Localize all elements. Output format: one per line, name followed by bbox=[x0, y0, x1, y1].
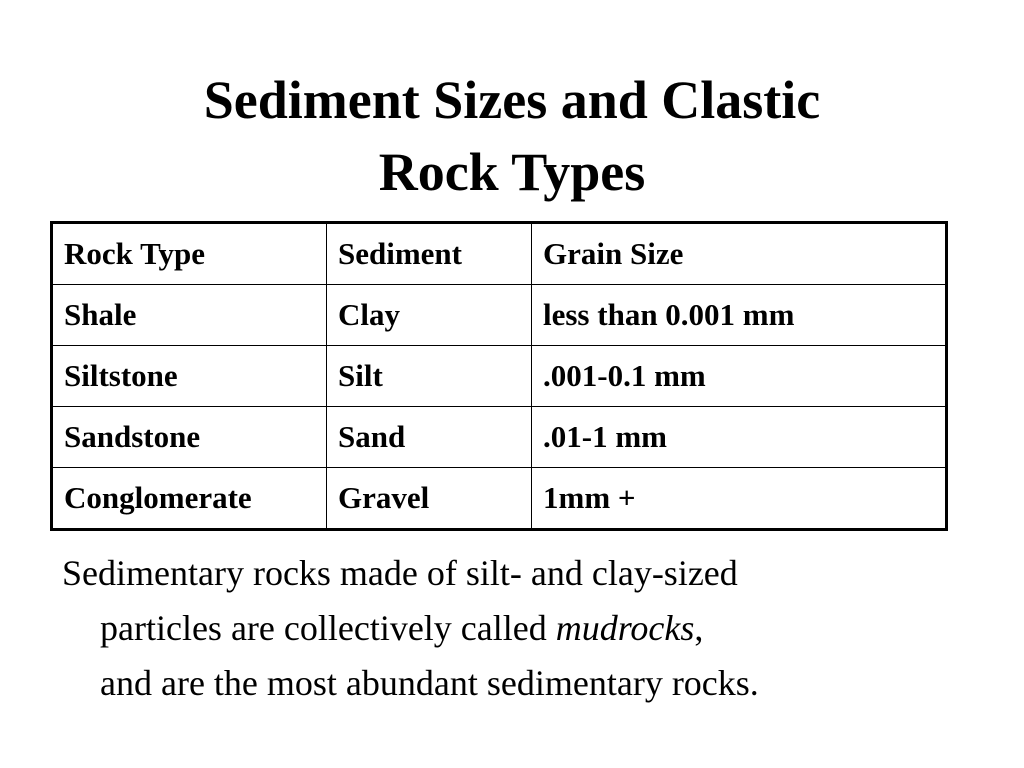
sediment-table bbox=[50, 221, 948, 531]
cell-grain-size: 1mm + bbox=[532, 468, 947, 530]
table-row bbox=[52, 468, 947, 530]
cell-grain-size: less than 0.001 mm bbox=[532, 285, 947, 346]
cell-grain-size: .01-1 mm bbox=[532, 407, 947, 468]
cell-rock-type: Conglomerate bbox=[52, 468, 327, 530]
header-sediment: Sediment bbox=[327, 223, 532, 285]
cell-rock-type: Sandstone bbox=[52, 407, 327, 468]
table-row bbox=[52, 346, 947, 407]
body-line-2 bbox=[62, 601, 962, 656]
table-row bbox=[52, 285, 947, 346]
header-grain-size: Grain Size bbox=[532, 223, 947, 285]
cell-sediment: Gravel bbox=[327, 468, 532, 530]
body-line-2-comma: , bbox=[694, 608, 704, 648]
slide-title bbox=[0, 64, 1024, 208]
cell-sediment: Clay bbox=[327, 285, 532, 346]
table-row bbox=[52, 407, 947, 468]
mudrocks-term: mudrocks bbox=[555, 608, 695, 648]
table-header-row bbox=[52, 223, 947, 285]
header-rock-type: Rock Type bbox=[52, 223, 327, 285]
title-line-2: Rock Types bbox=[378, 142, 646, 202]
cell-sediment: Silt bbox=[327, 346, 532, 407]
body-line-3: and are the most abundant sedimentary rocks. bbox=[100, 663, 759, 703]
cell-grain-size: .001-0.1 mm bbox=[532, 346, 947, 407]
title-line-1: Sediment Sizes and Clastic bbox=[203, 70, 821, 130]
body-line-2-text: particles are collectively called bbox=[100, 608, 556, 648]
cell-rock-type: Siltstone bbox=[52, 346, 327, 407]
cell-rock-type: Shale bbox=[52, 285, 327, 346]
body-line-1: Sedimentary rocks made of silt- and clay-sized bbox=[62, 553, 738, 593]
cell-sediment: Sand bbox=[327, 407, 532, 468]
body-paragraph bbox=[62, 546, 962, 711]
